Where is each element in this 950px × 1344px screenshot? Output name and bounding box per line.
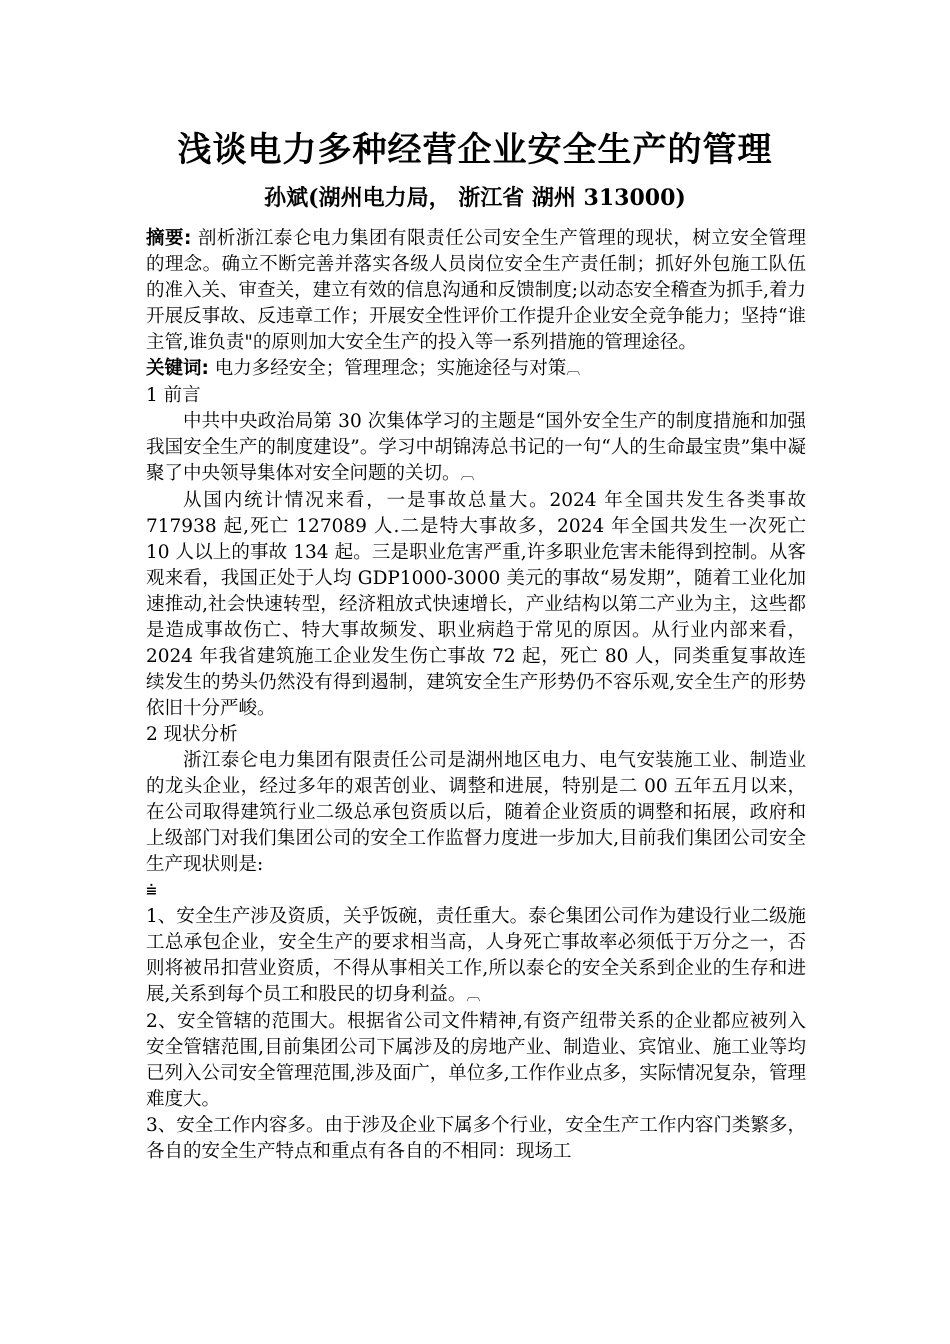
section-heading: 1 前言 <box>146 385 201 406</box>
bracket-mark: ︹ <box>566 362 581 378</box>
paragraph <box>146 409 806 488</box>
list-item: 3、安全工作内容多。由于涉及企业下属多个行业，安全生产工作内容门类繁多，各自的安全生产特点和重点有各自的不相同：现场工 <box>146 1115 806 1162</box>
abstract-text: 剖析浙江泰仑电力集团有限责任公司安全生产管理的现状，树立安全管理的理念。确立不断完善并落实各级人员岗位安全生产责任制；抓好外包施工队伍的准入关、审查关，建立有效的信息沟通和反馈制度;以动态安全稽查为抓手,着力开展反事故、反违章工作；开展安全性评价工作提升企业安全竞争能力；坚持“谁主管,谁负责"的原则加大安全生产的投入等一系列措施的管理途径。 <box>146 228 806 353</box>
paragraph-mark: ⩧ <box>146 880 157 901</box>
bracket-mark: ︹ <box>466 988 481 1004</box>
keywords <box>146 356 806 383</box>
bracket-mark: ︹ <box>460 467 475 483</box>
author-line: 孙斌(湖州电力局， 浙江省 湖州 313000) <box>264 185 686 211</box>
paragraph: 从国内统计情况来看，一是事故总量大。2024 年全国共发生各类事故 717938 起,死亡 127089 人.二是特大事故多，2024 年全国共发生一次死亡 10 人以上的事故 134 起。三是职业危害严重,许多职业危害未能得到控制。从客观来看，我国正处于人均 GDP1000-3000 美元的事故“易发期”，随着工业化加速推动,社会快速转型，经济粗放式快速增长，产业结构以第二产业为主，这些都是造成事故伤亡、特大事故频发、职业病趋于常见的原因。从行业内部来看，2024 年我省建筑施工企业发生伤亡事故 72 起，死亡 80 人，同类重复事故连续发生的势头仍然没有得到遏制，建筑安全生产形势仍不容乐观,安全生产的形势依旧十分严峻。 <box>146 490 806 719</box>
document-title: 浅谈电力多种经营企业安全生产的管理 <box>177 130 773 170</box>
keywords-text: 电力多经安全；管理理念；实施途径与对策 <box>208 358 567 379</box>
paragraph: 浙江泰仑电力集团有限责任公司是湖州地区电力、电气安装施工业、制造业的龙头企业，经过多年的艰苦创业、调整和进展，特别是二 00 五年五月以来，在公司取得建筑行业二级总承包资质以后，随着企业资质的调整和拓展，政府和上级部门对我们集团公司的安全工作监督力度进一步加大,目前我们集团公司安全生产现状则是: <box>146 750 806 875</box>
document-body <box>146 226 806 1165</box>
paragraph-text: 中共中央政治局第 30 次集体学习的主题是“国外安全生产的制度措施和加强我国安全生产的制度建设”。学习中胡锦涛总书记的一句“人的生命最宝贵”集中凝聚了中央领导集体对安全问题的关切。 <box>146 411 806 484</box>
abstract-label: 摘要: <box>146 228 192 249</box>
section-heading: 2 现状分析 <box>146 724 238 745</box>
list-item: 2、安全管辖的范围大。根据省公司文件精神,有资产纽带关系的企业都应被列入安全管辖范围,目前集团公司下属涉及的房地产业、制造业、宾馆业、施工业等均已列入公司安全管理范围,涉及面广，单位多,工作作业点多，实际情况复杂，管理难度大。 <box>146 1011 806 1110</box>
keywords-label: 关键词: <box>146 358 209 379</box>
abstract <box>146 226 806 356</box>
list-item-text: 1、安全生产涉及资质，关乎饭碗，责任重大。泰仑集团公司作为建设行业二级施工总承包企业，安全生产的要求相当高，人身死亡事故率必须低于万分之一，否则将被吊扣营业资质，不得从事相关工作,所以泰仑的安全关系到企业的生存和进展,关系到每个员工和股民的切身利益。 <box>146 906 806 1005</box>
list-item <box>146 904 806 1009</box>
